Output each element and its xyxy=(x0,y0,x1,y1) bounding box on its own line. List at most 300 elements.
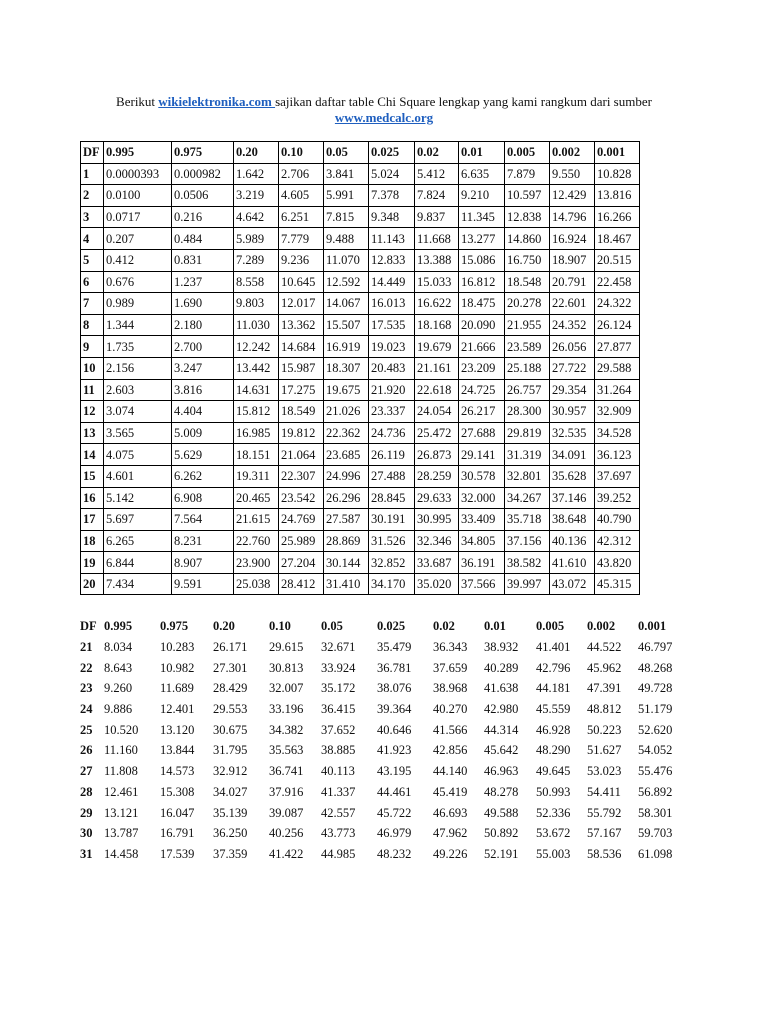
value-cell: 53.023 xyxy=(587,764,622,779)
value-cell: 47.391 xyxy=(587,681,622,696)
value-cell: 38.968 xyxy=(433,681,468,696)
probability-column-header: 0.002 xyxy=(550,142,595,164)
table-row xyxy=(76,802,688,823)
value-cell: 26.217 xyxy=(459,401,505,423)
value-cell: 40.790 xyxy=(595,509,640,531)
value-cell: 14.449 xyxy=(369,271,415,293)
value-cell: 2.700 xyxy=(172,336,234,358)
value-cell: 3.816 xyxy=(172,379,234,401)
value-cell: 9.886 xyxy=(104,702,133,717)
value-cell: 2.156 xyxy=(104,357,172,379)
value-cell: 35.563 xyxy=(269,743,304,758)
value-cell: 43.820 xyxy=(595,552,640,574)
probability-column-header: 0.01 xyxy=(484,619,506,634)
value-cell: 19.812 xyxy=(279,422,324,444)
value-cell: 10.645 xyxy=(279,271,324,293)
value-cell: 25.038 xyxy=(234,573,279,595)
df-cell: 6 xyxy=(81,271,104,293)
value-cell: 6.265 xyxy=(104,530,172,552)
df-cell: 26 xyxy=(80,743,93,758)
value-cell: 37.566 xyxy=(459,573,505,595)
value-cell: 16.622 xyxy=(415,293,459,315)
value-cell: 39.364 xyxy=(377,702,412,717)
value-cell: 20.515 xyxy=(595,249,640,271)
value-cell: 21.615 xyxy=(234,509,279,531)
value-cell: 9.591 xyxy=(172,573,234,595)
value-cell: 32.000 xyxy=(459,487,505,509)
value-cell: 21.026 xyxy=(324,401,369,423)
value-cell: 39.997 xyxy=(505,573,550,595)
intro-paragraph xyxy=(0,94,768,126)
value-cell: 44.985 xyxy=(321,846,356,861)
table-row xyxy=(76,719,688,740)
table-row xyxy=(81,206,640,228)
df-cell: 3 xyxy=(81,206,104,228)
value-cell: 22.362 xyxy=(324,422,369,444)
value-cell: 9.488 xyxy=(324,228,369,250)
table-row xyxy=(81,487,640,509)
value-cell: 58.536 xyxy=(587,846,622,861)
df-cell: 22 xyxy=(80,660,93,675)
value-cell: 9.550 xyxy=(550,163,595,185)
value-cell: 13.442 xyxy=(234,357,279,379)
value-cell: 31.410 xyxy=(324,573,369,595)
value-cell: 17.275 xyxy=(279,379,324,401)
value-cell: 4.075 xyxy=(104,444,172,466)
value-cell: 46.797 xyxy=(638,640,673,655)
value-cell: 54.052 xyxy=(638,743,673,758)
value-cell: 17.535 xyxy=(369,314,415,336)
chi-square-table-2 xyxy=(76,616,688,864)
value-cell: 37.697 xyxy=(595,465,640,487)
value-cell: 9.837 xyxy=(415,206,459,228)
table-row xyxy=(81,422,640,444)
value-cell: 38.076 xyxy=(377,681,412,696)
value-cell: 61.098 xyxy=(638,846,673,861)
value-cell: 27.877 xyxy=(595,336,640,358)
value-cell: 5.142 xyxy=(104,487,172,509)
value-cell: 13.277 xyxy=(459,228,505,250)
value-cell: 48.232 xyxy=(377,846,412,861)
value-cell: 8.231 xyxy=(172,530,234,552)
value-cell: 40.646 xyxy=(377,722,412,737)
df-cell: 9 xyxy=(81,336,104,358)
df-cell: 24 xyxy=(80,702,93,717)
probability-column-header: 0.20 xyxy=(234,142,279,164)
df-cell: 31 xyxy=(80,846,93,861)
value-cell: 37.916 xyxy=(269,784,304,799)
value-cell: 23.589 xyxy=(505,336,550,358)
value-cell: 18.467 xyxy=(595,228,640,250)
value-cell: 9.260 xyxy=(104,681,133,696)
value-cell: 46.928 xyxy=(536,722,571,737)
probability-column-header: 0.20 xyxy=(213,619,235,634)
df-cell: 13 xyxy=(81,422,104,444)
probability-column-header: 0.002 xyxy=(587,619,616,634)
value-cell: 16.924 xyxy=(550,228,595,250)
value-cell: 34.267 xyxy=(505,487,550,509)
value-cell: 7.815 xyxy=(324,206,369,228)
value-cell: 24.352 xyxy=(550,314,595,336)
value-cell: 26.171 xyxy=(213,640,248,655)
value-cell: 36.343 xyxy=(433,640,468,655)
value-cell: 42.856 xyxy=(433,743,468,758)
chi-square-table-1 xyxy=(80,141,640,595)
value-cell: 27.587 xyxy=(324,509,369,531)
value-cell: 55.476 xyxy=(638,764,673,779)
value-cell: 34.528 xyxy=(595,422,640,444)
probability-column-header: 0.10 xyxy=(269,619,291,634)
value-cell: 42.796 xyxy=(536,660,571,675)
value-cell: 35.479 xyxy=(377,640,412,655)
value-cell: 12.429 xyxy=(550,185,595,207)
value-cell: 4.404 xyxy=(172,401,234,423)
probability-column-header: 0.975 xyxy=(172,142,234,164)
probability-column-header: 0.10 xyxy=(279,142,324,164)
value-cell: 16.047 xyxy=(160,805,195,820)
value-cell: 35.718 xyxy=(505,509,550,531)
value-cell: 36.741 xyxy=(269,764,304,779)
value-cell: 44.461 xyxy=(377,784,412,799)
value-cell: 7.378 xyxy=(369,185,415,207)
value-cell: 12.461 xyxy=(104,784,139,799)
value-cell: 16.985 xyxy=(234,422,279,444)
value-cell: 24.769 xyxy=(279,509,324,531)
table-row xyxy=(81,293,640,315)
value-cell: 55.003 xyxy=(536,846,571,861)
value-cell: 32.801 xyxy=(505,465,550,487)
value-cell: 45.722 xyxy=(377,805,412,820)
value-cell: 28.300 xyxy=(505,401,550,423)
value-cell: 32.007 xyxy=(269,681,304,696)
value-cell: 3.074 xyxy=(104,401,172,423)
probability-column-header: 0.02 xyxy=(433,619,455,634)
value-cell: 18.475 xyxy=(459,293,505,315)
probability-column-header: 0.025 xyxy=(377,619,406,634)
table-row xyxy=(76,782,688,803)
value-cell: 13.816 xyxy=(595,185,640,207)
intro-line-1 xyxy=(0,94,768,110)
value-cell: 10.828 xyxy=(595,163,640,185)
value-cell: 21.955 xyxy=(505,314,550,336)
value-cell: 41.923 xyxy=(377,743,412,758)
value-cell: 14.458 xyxy=(104,846,139,861)
value-cell: 27.488 xyxy=(369,465,415,487)
value-cell: 0.216 xyxy=(172,206,234,228)
probability-column-header: 0.995 xyxy=(104,619,133,634)
value-cell: 47.962 xyxy=(433,826,468,841)
value-cell: 8.034 xyxy=(104,640,133,655)
value-cell: 41.610 xyxy=(550,552,595,574)
wikielektronika-link[interactable]: wikielektronika.com xyxy=(158,94,276,109)
df-cell: 15 xyxy=(81,465,104,487)
value-cell: 12.242 xyxy=(234,336,279,358)
value-cell: 40.270 xyxy=(433,702,468,717)
value-cell: 54.411 xyxy=(587,784,621,799)
table-row xyxy=(76,637,688,658)
value-cell: 27.204 xyxy=(279,552,324,574)
value-cell: 9.210 xyxy=(459,185,505,207)
value-cell: 46.979 xyxy=(377,826,412,841)
value-cell: 19.311 xyxy=(234,465,279,487)
value-cell: 59.703 xyxy=(638,826,673,841)
value-cell: 25.188 xyxy=(505,357,550,379)
value-cell: 37.156 xyxy=(505,530,550,552)
value-cell: 15.308 xyxy=(160,784,195,799)
value-cell: 44.314 xyxy=(484,722,519,737)
table-row xyxy=(76,844,688,865)
value-cell: 28.259 xyxy=(415,465,459,487)
value-cell: 0.207 xyxy=(104,228,172,250)
value-cell: 42.980 xyxy=(484,702,519,717)
value-cell: 35.628 xyxy=(550,465,595,487)
value-cell: 32.912 xyxy=(213,764,248,779)
value-cell: 14.860 xyxy=(505,228,550,250)
value-cell: 28.412 xyxy=(279,573,324,595)
intro-prefix: Berikut xyxy=(116,94,159,109)
value-cell: 29.553 xyxy=(213,702,248,717)
value-cell: 13.362 xyxy=(279,314,324,336)
probability-column-header: 0.01 xyxy=(459,142,505,164)
value-cell: 42.557 xyxy=(321,805,356,820)
value-cell: 12.833 xyxy=(369,249,415,271)
value-cell: 33.196 xyxy=(269,702,304,717)
value-cell: 8.907 xyxy=(172,552,234,574)
value-cell: 2.180 xyxy=(172,314,234,336)
value-cell: 20.278 xyxy=(505,293,550,315)
value-cell: 22.458 xyxy=(595,271,640,293)
value-cell: 1.690 xyxy=(172,293,234,315)
value-cell: 28.429 xyxy=(213,681,248,696)
value-cell: 3.565 xyxy=(104,422,172,444)
probability-column-header: 0.975 xyxy=(160,619,189,634)
value-cell: 23.542 xyxy=(279,487,324,509)
value-cell: 40.136 xyxy=(550,530,595,552)
value-cell: 30.957 xyxy=(550,401,595,423)
value-cell: 29.354 xyxy=(550,379,595,401)
value-cell: 26.056 xyxy=(550,336,595,358)
probability-column-header: 0.005 xyxy=(536,619,565,634)
value-cell: 20.791 xyxy=(550,271,595,293)
value-cell: 18.307 xyxy=(324,357,369,379)
value-cell: 11.345 xyxy=(459,206,505,228)
value-cell: 8.643 xyxy=(104,660,133,675)
value-cell: 0.0000393 xyxy=(104,163,172,185)
value-cell: 23.337 xyxy=(369,401,415,423)
value-cell: 6.262 xyxy=(172,465,234,487)
table-row xyxy=(81,530,640,552)
value-cell: 45.419 xyxy=(433,784,468,799)
value-cell: 23.900 xyxy=(234,552,279,574)
df-cell: 14 xyxy=(81,444,104,466)
value-cell: 11.030 xyxy=(234,314,279,336)
value-cell: 12.017 xyxy=(279,293,324,315)
value-cell: 0.0717 xyxy=(104,206,172,228)
value-cell: 0.412 xyxy=(104,249,172,271)
df-cell: 27 xyxy=(80,764,93,779)
value-cell: 34.027 xyxy=(213,784,248,799)
table-row xyxy=(81,509,640,531)
value-cell: 21.920 xyxy=(369,379,415,401)
value-cell: 36.781 xyxy=(377,660,412,675)
value-cell: 45.962 xyxy=(587,660,622,675)
medcalc-link[interactable]: www.medcalc.org xyxy=(334,110,434,125)
value-cell: 16.812 xyxy=(459,271,505,293)
value-cell: 50.223 xyxy=(587,722,622,737)
value-cell: 13.120 xyxy=(160,722,195,737)
value-cell: 24.054 xyxy=(415,401,459,423)
df-cell: 10 xyxy=(81,357,104,379)
value-cell: 24.322 xyxy=(595,293,640,315)
value-cell: 4.642 xyxy=(234,206,279,228)
value-cell: 24.736 xyxy=(369,422,415,444)
value-cell: 55.792 xyxy=(587,805,622,820)
value-cell: 7.564 xyxy=(172,509,234,531)
value-cell: 34.170 xyxy=(369,573,415,595)
df-cell: 29 xyxy=(80,805,93,820)
value-cell: 38.932 xyxy=(484,640,519,655)
value-cell: 10.597 xyxy=(505,185,550,207)
value-cell: 7.824 xyxy=(415,185,459,207)
value-cell: 12.401 xyxy=(160,702,195,717)
value-cell: 14.796 xyxy=(550,206,595,228)
value-cell: 40.256 xyxy=(269,826,304,841)
value-cell: 0.0506 xyxy=(172,185,234,207)
value-cell: 53.672 xyxy=(536,826,571,841)
value-cell: 29.633 xyxy=(415,487,459,509)
df-cell: 19 xyxy=(81,552,104,574)
value-cell: 7.779 xyxy=(279,228,324,250)
value-cell: 15.987 xyxy=(279,357,324,379)
table-row xyxy=(76,657,688,678)
table-row xyxy=(81,185,640,207)
table-row xyxy=(76,740,688,761)
value-cell: 18.907 xyxy=(550,249,595,271)
value-cell: 22.618 xyxy=(415,379,459,401)
value-cell: 18.151 xyxy=(234,444,279,466)
table-row xyxy=(81,401,640,423)
table-row xyxy=(81,552,640,574)
value-cell: 21.161 xyxy=(415,357,459,379)
value-cell: 38.885 xyxy=(321,743,356,758)
value-cell: 30.995 xyxy=(415,509,459,531)
value-cell: 43.195 xyxy=(377,764,412,779)
value-cell: 49.645 xyxy=(536,764,571,779)
df-cell: 21 xyxy=(80,640,93,655)
value-cell: 6.908 xyxy=(172,487,234,509)
value-cell: 22.760 xyxy=(234,530,279,552)
value-cell: 19.023 xyxy=(369,336,415,358)
value-cell: 37.146 xyxy=(550,487,595,509)
value-cell: 26.296 xyxy=(324,487,369,509)
value-cell: 18.168 xyxy=(415,314,459,336)
value-cell: 52.336 xyxy=(536,805,571,820)
value-cell: 32.671 xyxy=(321,640,356,655)
value-cell: 41.422 xyxy=(269,846,304,861)
value-cell: 22.307 xyxy=(279,465,324,487)
value-cell: 34.805 xyxy=(459,530,505,552)
probability-column-header: 0.005 xyxy=(505,142,550,164)
value-cell: 48.812 xyxy=(587,702,622,717)
probability-column-header: 0.025 xyxy=(369,142,415,164)
value-cell: 33.409 xyxy=(459,509,505,531)
value-cell: 49.588 xyxy=(484,805,519,820)
table2-header-row xyxy=(76,616,688,637)
value-cell: 35.020 xyxy=(415,573,459,595)
df-cell: 28 xyxy=(80,784,93,799)
probability-column-header: 0.05 xyxy=(321,619,343,634)
value-cell: 17.539 xyxy=(160,846,195,861)
value-cell: 23.685 xyxy=(324,444,369,466)
value-cell: 18.549 xyxy=(279,401,324,423)
df-cell: 20 xyxy=(81,573,104,595)
value-cell: 56.892 xyxy=(638,784,673,799)
value-cell: 51.627 xyxy=(587,743,622,758)
value-cell: 34.091 xyxy=(550,444,595,466)
value-cell: 49.226 xyxy=(433,846,468,861)
value-cell: 25.989 xyxy=(279,530,324,552)
value-cell: 38.648 xyxy=(550,509,595,531)
value-cell: 11.070 xyxy=(324,249,369,271)
value-cell: 13.787 xyxy=(104,826,139,841)
value-cell: 41.401 xyxy=(536,640,571,655)
df-cell: 12 xyxy=(81,401,104,423)
value-cell: 36.191 xyxy=(459,552,505,574)
value-cell: 48.278 xyxy=(484,784,519,799)
value-cell: 31.526 xyxy=(369,530,415,552)
value-cell: 36.123 xyxy=(595,444,640,466)
value-cell: 27.688 xyxy=(459,422,505,444)
table1-header-row xyxy=(81,142,640,164)
value-cell: 6.635 xyxy=(459,163,505,185)
value-cell: 5.697 xyxy=(104,509,172,531)
value-cell: 52.620 xyxy=(638,722,673,737)
value-cell: 13.388 xyxy=(415,249,459,271)
value-cell: 7.289 xyxy=(234,249,279,271)
table-row xyxy=(76,699,688,720)
value-cell: 51.179 xyxy=(638,702,673,717)
value-cell: 19.679 xyxy=(415,336,459,358)
value-cell: 41.337 xyxy=(321,784,356,799)
df-column-header: DF xyxy=(81,142,104,164)
value-cell: 5.629 xyxy=(172,444,234,466)
value-cell: 45.559 xyxy=(536,702,571,717)
value-cell: 31.319 xyxy=(505,444,550,466)
value-cell: 15.507 xyxy=(324,314,369,336)
value-cell: 26.757 xyxy=(505,379,550,401)
probability-column-header: 0.02 xyxy=(415,142,459,164)
value-cell: 11.160 xyxy=(104,743,138,758)
table-row xyxy=(81,465,640,487)
value-cell: 43.072 xyxy=(550,573,595,595)
value-cell: 0.0100 xyxy=(104,185,172,207)
value-cell: 19.675 xyxy=(324,379,369,401)
table-row xyxy=(81,314,640,336)
value-cell: 5.989 xyxy=(234,228,279,250)
value-cell: 31.795 xyxy=(213,743,248,758)
value-cell: 37.359 xyxy=(213,846,248,861)
value-cell: 25.472 xyxy=(415,422,459,444)
value-cell: 11.808 xyxy=(104,764,138,779)
value-cell: 58.301 xyxy=(638,805,673,820)
value-cell: 30.675 xyxy=(213,722,248,737)
value-cell: 24.725 xyxy=(459,379,505,401)
value-cell: 26.119 xyxy=(369,444,415,466)
probability-column-header: 0.001 xyxy=(595,142,640,164)
value-cell: 27.722 xyxy=(550,357,595,379)
value-cell: 7.434 xyxy=(104,573,172,595)
value-cell: 7.879 xyxy=(505,163,550,185)
